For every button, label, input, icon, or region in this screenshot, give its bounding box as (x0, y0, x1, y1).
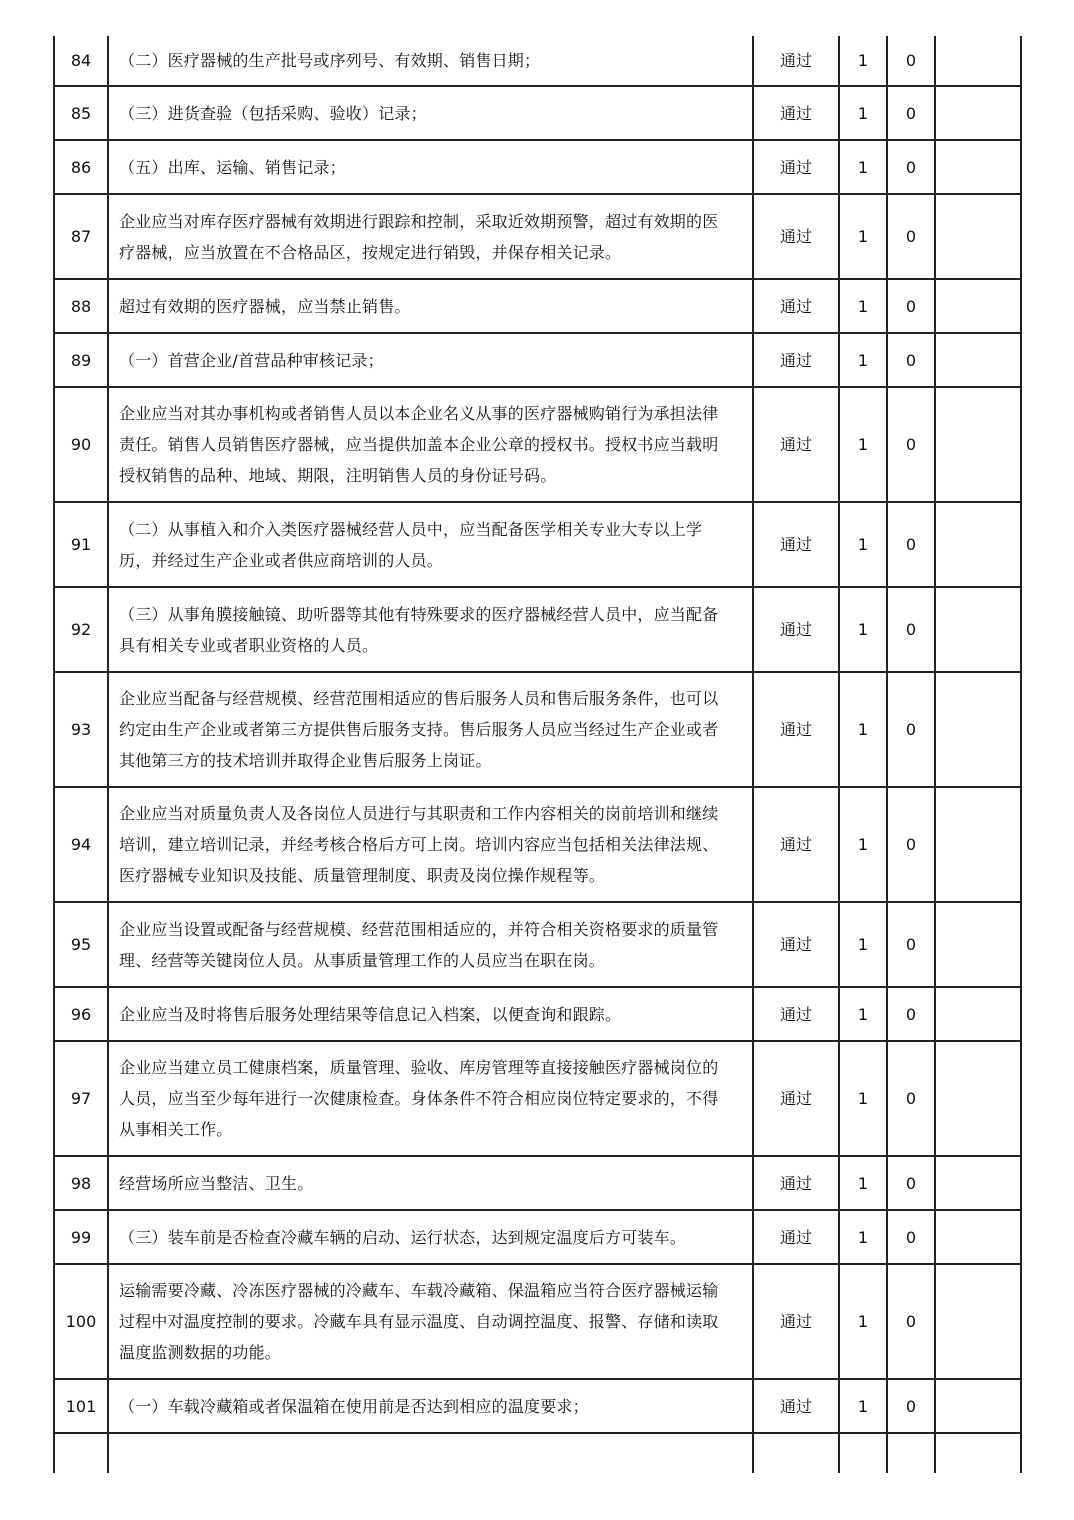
result-cell: 通过 (753, 787, 839, 902)
remark-cell (935, 36, 1021, 86)
remark-cell (935, 1433, 1021, 1473)
deduction-cell: 0 (887, 86, 935, 140)
requirement-text-cell: （三）从事角膜接触镜、助听器等其他有特殊要求的医疗器械经营人员中，应当配备具有相关专业或者职业资格的人员。 (108, 587, 753, 672)
item-number-cell: 99 (54, 1210, 108, 1264)
table-row (54, 787, 1021, 902)
deduction-cell: 0 (887, 502, 935, 587)
item-number-cell: 91 (54, 502, 108, 587)
item-number-cell: 94 (54, 787, 108, 902)
deduction-cell: 0 (887, 1156, 935, 1210)
deduction-cell (887, 1433, 935, 1473)
deduction-cell: 0 (887, 1379, 935, 1433)
deduction-cell: 0 (887, 902, 935, 987)
score-cell: 1 (839, 787, 887, 902)
result-cell: 通过 (753, 587, 839, 672)
remark-cell (935, 787, 1021, 902)
score-cell: 1 (839, 194, 887, 279)
item-number-cell (54, 1433, 108, 1473)
result-cell (753, 1433, 839, 1473)
table-row (54, 1264, 1021, 1379)
score-cell: 1 (839, 987, 887, 1041)
remark-cell (935, 672, 1021, 787)
table-row (54, 194, 1021, 279)
result-cell: 通过 (753, 1264, 839, 1379)
table-row (54, 587, 1021, 672)
remark-cell (935, 279, 1021, 333)
table-row (54, 1041, 1021, 1156)
remark-cell (935, 587, 1021, 672)
score-cell: 1 (839, 140, 887, 194)
table-row (54, 1433, 1021, 1473)
score-cell: 1 (839, 1156, 887, 1210)
table-row (54, 902, 1021, 987)
remark-cell (935, 1210, 1021, 1264)
deduction-cell: 0 (887, 1210, 935, 1264)
requirement-text-cell (108, 1433, 753, 1473)
item-number-cell: 92 (54, 587, 108, 672)
result-cell: 通过 (753, 672, 839, 787)
deduction-cell: 0 (887, 672, 935, 787)
requirement-text-cell: 企业应当配备与经营规模、经营范围相适应的售后服务人员和售后服务条件，也可以约定由生产企业或者第三方提供售后服务支持。售后服务人员应当经过生产企业或者其他第三方的技术培训并取得企业售后服务上岗证。 (108, 672, 753, 787)
score-cell: 1 (839, 279, 887, 333)
remark-cell (935, 1156, 1021, 1210)
deduction-cell: 0 (887, 140, 935, 194)
item-number-cell: 85 (54, 86, 108, 140)
item-number-cell: 90 (54, 387, 108, 502)
requirement-text-cell: （二）从事植入和介入类医疗器械经营人员中，应当配备医学相关专业大专以上学历，并经过生产企业或者供应商培训的人员。 (108, 502, 753, 587)
item-number-cell: 97 (54, 1041, 108, 1156)
deduction-cell: 0 (887, 36, 935, 86)
result-cell: 通过 (753, 1156, 839, 1210)
score-cell: 1 (839, 1041, 887, 1156)
item-number-cell: 93 (54, 672, 108, 787)
deduction-cell: 0 (887, 1041, 935, 1156)
deduction-cell: 0 (887, 279, 935, 333)
remark-cell (935, 86, 1021, 140)
remark-cell (935, 333, 1021, 387)
requirement-text-cell: （一）车载冷藏箱或者保温箱在使用前是否达到相应的温度要求； (108, 1379, 753, 1433)
item-number-cell: 89 (54, 333, 108, 387)
requirement-text-cell: 运输需要冷藏、冷冻医疗器械的冷藏车、车载冷藏箱、保温箱应当符合医疗器械运输过程中对温度控制的要求。冷藏车具有显示温度、自动调控温度、报警、存储和读取温度监测数据的功能。 (108, 1264, 753, 1379)
result-cell: 通过 (753, 1210, 839, 1264)
remark-cell (935, 1379, 1021, 1433)
score-cell (839, 1433, 887, 1473)
score-cell: 1 (839, 672, 887, 787)
deduction-cell: 0 (887, 587, 935, 672)
result-cell: 通过 (753, 502, 839, 587)
deduction-cell: 0 (887, 987, 935, 1041)
result-cell: 通过 (753, 194, 839, 279)
table-row (54, 502, 1021, 587)
table-row (54, 1210, 1021, 1264)
deduction-cell: 0 (887, 333, 935, 387)
score-cell: 1 (839, 86, 887, 140)
remark-cell (935, 502, 1021, 587)
score-cell: 1 (839, 902, 887, 987)
table-row (54, 36, 1021, 86)
item-number-cell: 101 (54, 1379, 108, 1433)
table-row (54, 387, 1021, 502)
requirement-text-cell: （三）装车前是否检查冷藏车辆的启动、运行状态，达到规定温度后方可装车。 (108, 1210, 753, 1264)
item-number-cell: 87 (54, 194, 108, 279)
item-number-cell: 88 (54, 279, 108, 333)
result-cell: 通过 (753, 1041, 839, 1156)
result-cell: 通过 (753, 279, 839, 333)
requirement-text-cell: 企业应当建立员工健康档案，质量管理、验收、库房管理等直接接触医疗器械岗位的人员，应当至少每年进行一次健康检查。身体条件不符合相应岗位特定要求的，不得从事相关工作。 (108, 1041, 753, 1156)
result-cell: 通过 (753, 36, 839, 86)
requirement-text-cell: （三）进货查验（包括采购、验收）记录； (108, 86, 753, 140)
score-cell: 1 (839, 587, 887, 672)
result-cell: 通过 (753, 902, 839, 987)
deduction-cell: 0 (887, 194, 935, 279)
table-row (54, 86, 1021, 140)
remark-cell (935, 387, 1021, 502)
result-cell: 通过 (753, 987, 839, 1041)
table-row (54, 333, 1021, 387)
score-cell: 1 (839, 333, 887, 387)
inspection-checklist-table (53, 36, 1022, 1473)
remark-cell (935, 902, 1021, 987)
remark-cell (935, 194, 1021, 279)
table-row (54, 279, 1021, 333)
score-cell: 1 (839, 36, 887, 86)
score-cell: 1 (839, 1379, 887, 1433)
table-row (54, 1156, 1021, 1210)
score-cell: 1 (839, 502, 887, 587)
item-number-cell: 95 (54, 902, 108, 987)
requirement-text-cell: 经营场所应当整洁、卫生。 (108, 1156, 753, 1210)
requirement-text-cell: 企业应当对库存医疗器械有效期进行跟踪和控制，采取近效期预警，超过有效期的医疗器械，应当放置在不合格品区，按规定进行销毁，并保存相关记录。 (108, 194, 753, 279)
result-cell: 通过 (753, 333, 839, 387)
requirement-text-cell: 企业应当对质量负责人及各岗位人员进行与其职责和工作内容相关的岗前培训和继续培训，建立培训记录，并经考核合格后方可上岗。培训内容应当包括相关法律法规、医疗器械专业知识及技能、质量管理制度、职责及岗位操作规程等。 (108, 787, 753, 902)
result-cell: 通过 (753, 140, 839, 194)
requirement-text-cell: 企业应当对其办事机构或者销售人员以本企业名义从事的医疗器械购销行为承担法律责任。销售人员销售医疗器械，应当提供加盖本企业公章的授权书。授权书应当载明授权销售的品种、地域、期限，注明销售人员的身份证号码。 (108, 387, 753, 502)
requirement-text-cell: 超过有效期的医疗器械，应当禁止销售。 (108, 279, 753, 333)
item-number-cell: 84 (54, 36, 108, 86)
table-row (54, 672, 1021, 787)
item-number-cell: 100 (54, 1264, 108, 1379)
score-cell: 1 (839, 387, 887, 502)
deduction-cell: 0 (887, 1264, 935, 1379)
remark-cell (935, 987, 1021, 1041)
deduction-cell: 0 (887, 787, 935, 902)
remark-cell (935, 140, 1021, 194)
table-row (54, 987, 1021, 1041)
table-row (54, 140, 1021, 194)
deduction-cell: 0 (887, 387, 935, 502)
requirement-text-cell: 企业应当及时将售后服务处理结果等信息记入档案，以便查询和跟踪。 (108, 987, 753, 1041)
item-number-cell: 86 (54, 140, 108, 194)
table-row (54, 1379, 1021, 1433)
table-body (54, 36, 1021, 1473)
requirement-text-cell: （二）医疗器械的生产批号或序列号、有效期、销售日期； (108, 36, 753, 86)
requirement-text-cell: （五）出库、运输、销售记录； (108, 140, 753, 194)
item-number-cell: 98 (54, 1156, 108, 1210)
result-cell: 通过 (753, 1379, 839, 1433)
result-cell: 通过 (753, 387, 839, 502)
score-cell: 1 (839, 1264, 887, 1379)
score-cell: 1 (839, 1210, 887, 1264)
item-number-cell: 96 (54, 987, 108, 1041)
remark-cell (935, 1041, 1021, 1156)
requirement-text-cell: 企业应当设置或配备与经营规模、经营范围相适应的，并符合相关资格要求的质量管理、经营等关键岗位人员。从事质量管理工作的人员应当在职在岗。 (108, 902, 753, 987)
result-cell: 通过 (753, 86, 839, 140)
remark-cell (935, 1264, 1021, 1379)
requirement-text-cell: （一）首营企业/首营品种审核记录； (108, 333, 753, 387)
